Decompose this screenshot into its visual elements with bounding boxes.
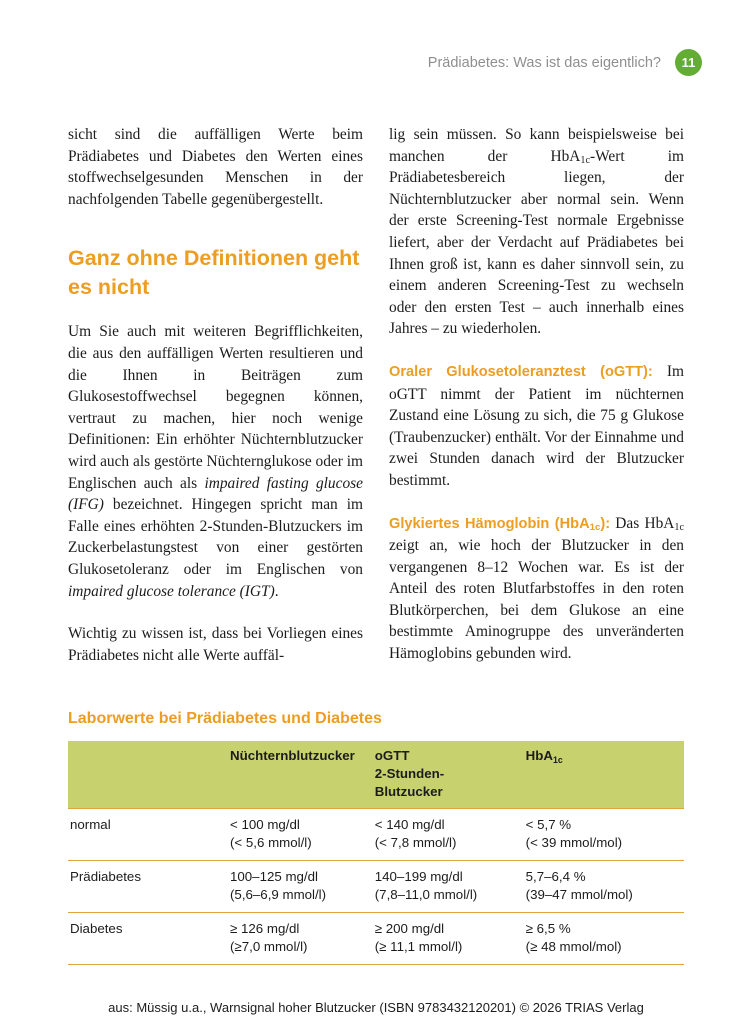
- intro-paragraph: sicht sind die auffälligen Werte beim Prädiabetes und Diabetes den Werten eines stoffwechselgesunden Menschen in der nachfolgenden Tabelle gegenübergestellt.: [68, 126, 363, 208]
- value-line: ≥ 200 mg/dl: [374, 921, 445, 937]
- text-segment: Das HbA: [610, 514, 675, 532]
- text-segment: bezeichnet. Hingegen spricht man im Falle eines erhöhten 2-Stunden-Blutzuckers im Zuckerbelastungstest von einer gestörten Glukosetoleranz oder im Englischen von: [68, 496, 363, 578]
- imprint-footer: aus: Müssig u.a., Warnsignal hoher Blutzucker (ISBN 9783432120201) © 2026 TRIAS Verlag: [108, 1000, 644, 1015]
- header-cell-blank: [68, 741, 222, 809]
- text-segment: HbA: [525, 748, 553, 764]
- cell-hba1c: [518, 809, 684, 861]
- hba1c-subscript: 1c: [589, 522, 601, 534]
- text-segment: lig sein müssen. So kann beispielsweise bei manchen der HbA: [389, 126, 684, 165]
- value-line: (≥ 11,1 mmol/l): [374, 939, 463, 955]
- header-cell-ogtt: [367, 741, 518, 809]
- cell-ogtt: [367, 809, 518, 861]
- italic-term-ifg: impaired fasting glucose (IFG): [68, 474, 363, 514]
- hba1c-subscript: 1c: [580, 155, 590, 167]
- value-line: ≥ 6,5 %: [525, 921, 571, 937]
- two-column-text: [68, 124, 684, 666]
- value-line: (≥7,0 mmol/l): [230, 939, 308, 955]
- value-line: (≥ 48 mmol/mol): [525, 939, 622, 955]
- lab-values-table: [68, 741, 684, 965]
- value-line: 100–125 mg/dl: [230, 869, 318, 885]
- page-number-badge: 11: [675, 49, 702, 76]
- header-cell-nuechternblutzucker: Nüchternblutzucker: [222, 741, 367, 809]
- value-line: (5,6–6,9 mmol/l): [230, 887, 327, 903]
- screening-paragraph: [389, 124, 684, 340]
- section-heading: Ganz ohne Definitionen geht es nicht: [68, 246, 360, 300]
- text-segment: oGTT: [374, 748, 410, 764]
- column-right: [389, 124, 684, 666]
- row-label: Prädiabetes: [68, 861, 222, 913]
- chapter-title: Prädiabetes: Was ist das eigentlich?: [427, 54, 661, 71]
- cell-nbz: [222, 913, 367, 965]
- cell-ogtt: [367, 861, 518, 913]
- definitions-paragraph: [68, 321, 363, 602]
- text-segment: zeigt an, wie hoch der Blutzucker in den vergangenen 8–12 Wochen war. Es ist der Anteil des roten Blutfarbstoffes in den roten Blutkörperchen, bei dem Glukose an eine bestimmte Aminogruppe des unveränderten Hämoglobins gebunden wird.: [389, 537, 684, 663]
- header-cell-hba1c: [518, 741, 684, 809]
- cell-nbz: [222, 809, 367, 861]
- text-segment: -Wert im Prädiabetesbereich liegen, der Nüchternblutzucker aber normal sein. Wenn der erste Screening-Test normale Ergebnisse liefert, aber der Verdacht auf Prädiabetes bei Ihnen groß ist, kann es daher sinnvoll sein, zu einem anderen Screening-Test zu wechseln oder den ersten Test – auch innerhalb eines Jahres – zu wiederholen.: [389, 147, 684, 338]
- table-row-diabetes: [68, 913, 684, 965]
- hba1c-label: [389, 516, 610, 532]
- value-line: 140–199 mg/dl: [374, 869, 463, 885]
- text-segment: Um Sie auch mit weiteren Begrifflichkeiten, die aus den auffälligen Werten resultieren und die Ihnen in Beiträgen zum Glukosestoffwechsel begegnen können, vertraut zu machen, hier noch wenige Definitionen: Ein erhöhter Nüchternblutzucker wird auch als gestörte Nüchternglukose oder im Englischen auch als: [68, 323, 363, 492]
- table-row-praediabetes: [68, 861, 684, 913]
- value-line: (< 39 mmol/mol): [525, 835, 623, 851]
- cell-ogtt: [367, 913, 518, 965]
- italic-term-igt: impaired glucose tolerance (IGT): [68, 582, 275, 600]
- value-line: (7,8–11,0 mmol/l): [374, 887, 478, 903]
- value-line: (39–47 mmol/mol): [525, 887, 633, 903]
- value-line: (< 7,8 mmol/l): [374, 835, 457, 851]
- ogtt-label: Oraler Glukosetoleranztest (oGTT):: [389, 363, 653, 380]
- value-line: < 140 mg/dl: [374, 817, 445, 833]
- hba1c-paragraph: [389, 513, 684, 665]
- page-content: [68, 124, 684, 965]
- text-segment: Im oGTT nimmt der Patient im nüchternen Zustand eine Lösung zu sich, die 75 g Glukose (Traubenzucker) enthält. Vor der Einnahme und zwei Stunden danach wird der Blutzucker bestimmt.: [389, 362, 684, 489]
- note-paragraph: Wichtig zu wissen ist, dass bei Vorliegen eines Prädiabetes nicht alle Werte auffäl-: [68, 625, 363, 664]
- cell-hba1c: [518, 861, 684, 913]
- running-head: [428, 49, 702, 76]
- text-segment: ):: [600, 515, 611, 532]
- value-line: ≥ 126 mg/dl: [230, 921, 300, 937]
- row-label: normal: [68, 809, 222, 861]
- value-line: 5,7–6,4 %: [525, 869, 586, 885]
- cell-hba1c: [518, 913, 684, 965]
- cell-nbz: [222, 861, 367, 913]
- table-header-row: [68, 741, 684, 809]
- text-segment: Glykiertes Hämoglobin (HbA: [389, 515, 590, 532]
- column-left: [68, 124, 363, 666]
- row-label: Diabetes: [68, 913, 222, 965]
- table-caption: Laborwerte bei Prädiabetes und Diabetes: [68, 710, 382, 728]
- hba1c-subscript: 1c: [552, 754, 563, 765]
- hba1c-subscript: 1c: [674, 522, 684, 534]
- value-line: < 5,7 %: [525, 817, 572, 833]
- value-line: (< 5,6 mmol/l): [230, 835, 312, 851]
- table-row-normal: [68, 809, 684, 861]
- value-line: < 100 mg/dl: [230, 817, 300, 833]
- text-segment: 2-Stunden-Blutzucker: [374, 766, 445, 800]
- text-segment: .: [274, 582, 279, 600]
- lab-values-section: [68, 710, 684, 965]
- ogtt-paragraph: [389, 361, 684, 492]
